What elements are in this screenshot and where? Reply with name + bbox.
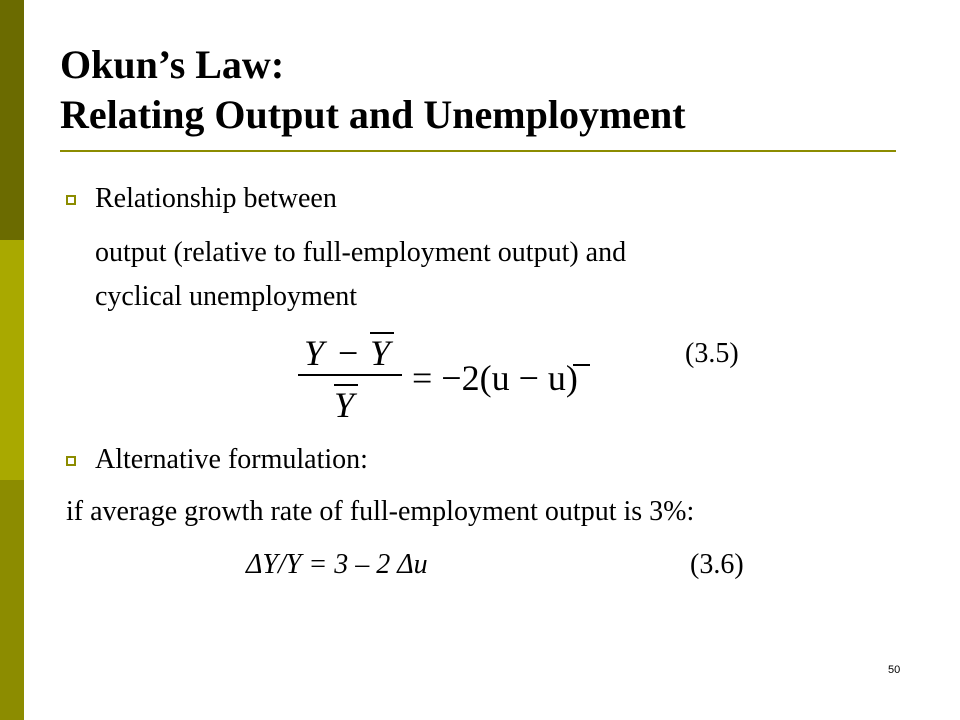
square-bullet-icon — [66, 456, 76, 466]
equation-label-3-6: (3.6) — [690, 549, 744, 580]
left-accent-bar-bottom — [0, 480, 24, 720]
okun-equation-3-6: ΔY/Y = 3 – 2 Δu — [246, 549, 428, 580]
title-line-2: Relating Output and Unemployment — [60, 92, 686, 137]
left-accent-bar-middle — [0, 240, 24, 480]
bullet-alternative: Alternative formulation: — [95, 444, 368, 475]
equation-label-3-5: (3.5) — [685, 338, 739, 369]
title-line-1: Okun’s Law: — [60, 42, 285, 87]
slide-title — [60, 40, 686, 140]
eq-rhs: = −2(u − u) — [412, 358, 578, 398]
left-accent-bar-top — [0, 0, 24, 240]
eq-numerator-minus: − — [338, 333, 359, 373]
bullet-relationship-detail-2: cyclical unemployment — [95, 281, 358, 312]
bullet-relationship: Relationship between — [95, 183, 337, 214]
bullet-relationship-detail-1: output (relative to full-employment output) and — [95, 237, 627, 268]
square-bullet-icon — [66, 195, 76, 205]
eq-denominator-ybar: Y — [334, 385, 355, 425]
page-number: 50 — [888, 664, 901, 676]
title-divider — [60, 150, 896, 152]
bullet-alternative-detail: if average growth rate of full-employment output is 3%: — [66, 496, 695, 527]
eq-numerator-ybar: Y — [370, 333, 391, 373]
eq-numerator-y: Y — [304, 333, 325, 373]
okun-equation-3-5 — [290, 325, 620, 425]
